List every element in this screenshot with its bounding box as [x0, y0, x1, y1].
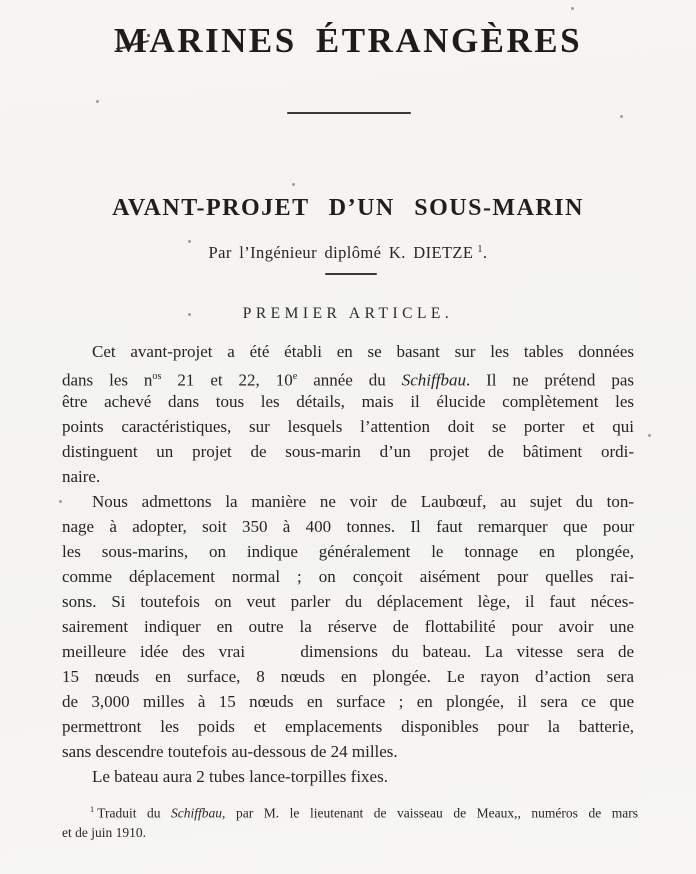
- title-divider: [287, 112, 411, 114]
- text-line: [62, 364, 634, 389]
- scan-speck: [648, 434, 651, 437]
- text-line: 15 nœuds en surface, 8 nœuds en plongée. Le rayon d’action sera: [62, 667, 634, 686]
- footnote-line: et de juin 1910.: [62, 824, 146, 840]
- scan-speck: [96, 100, 99, 103]
- text-line: Nous admettons la manière ne voir de Laubœuf, au sujet du ton-: [92, 492, 634, 511]
- text-line: Le bateau aura 2 tubes lance-torpilles fixes.: [92, 767, 388, 786]
- scan-speck: [571, 7, 574, 10]
- text-line: sons. Si toutefois on veut parler du déplacement lège, il faut néces-: [62, 592, 634, 611]
- text-run: Traduit du: [97, 805, 172, 821]
- scan-speck: [188, 313, 191, 316]
- text-line: les sous-marins, on indique généralement le tonnage en plongée,: [62, 542, 634, 561]
- superscript: e: [292, 371, 298, 382]
- byline-period: .: [482, 243, 488, 262]
- byline-divider: [325, 273, 377, 275]
- journal-name: Schiffbau: [171, 805, 223, 821]
- text-line: permettront les poids et emplacements disponibles pour la batterie,: [62, 717, 634, 736]
- text-run: . Il ne prétend pas: [465, 370, 635, 390]
- scan-speck: [188, 240, 191, 243]
- text-line: sans descendre toutefois au-dessous de 24 milles.: [62, 742, 398, 761]
- text-line: nage à adopter, soit 350 à 400 tonnes. Il faut remarquer que pour: [62, 517, 634, 536]
- text-line: distinguent un projet de sous-marin d’un projet de bâtiment ordi-: [62, 442, 634, 461]
- byline-text: Par l’Ingénieur diplômé K. DIETZE: [208, 243, 474, 262]
- text-line: naire.: [62, 467, 101, 486]
- text-line: comme déplacement normal ; on conçoit aisément pour quelles rai-: [62, 567, 634, 586]
- article-body: [62, 339, 634, 789]
- scan-speck: [620, 115, 623, 118]
- footnote: [62, 800, 638, 842]
- page-title: MARINES ÉTRANGÈRES: [113, 21, 583, 60]
- text-run: dans les n: [62, 370, 153, 390]
- text-run: 21 et 22, 10: [161, 370, 293, 390]
- scan-speck: [59, 500, 62, 503]
- superscript: os: [152, 371, 162, 382]
- journal-name: Schiffbau: [401, 370, 466, 390]
- text-line: points caractéristiques, sur lesquels l’attention doit se porter et qui: [62, 417, 634, 436]
- byline: [0, 243, 696, 263]
- text-line: Cet avant-projet a été établi en se basant sur les tables données: [92, 342, 634, 361]
- text-run: , par M. le lieutenant de vaisseau de Meaux,, numéros de mars: [222, 805, 638, 821]
- footnote-marker: 1: [477, 243, 483, 255]
- scan-speck: [292, 183, 295, 186]
- text-line: être achevé dans tous les détails, mais il élucide complètement les: [62, 392, 634, 411]
- text-run: année du: [297, 370, 402, 390]
- footnote-line: [62, 800, 638, 823]
- text-line: sairement indiquer en outre la réserve de flottabilité pour avoir une: [62, 617, 634, 636]
- text-line: meilleure idée des vrai dimensions du bateau. La vitesse sera de: [62, 642, 634, 661]
- section-heading: PREMIER ARTICLE.: [242, 305, 454, 322]
- text-line: de 3,000 milles à 15 nœuds en surface ; en plongée, il sera ce que: [62, 692, 634, 711]
- footnote-marker: 1: [90, 805, 95, 814]
- article-title: AVANT-PROJET D’UN SOUS-MARIN: [112, 195, 584, 221]
